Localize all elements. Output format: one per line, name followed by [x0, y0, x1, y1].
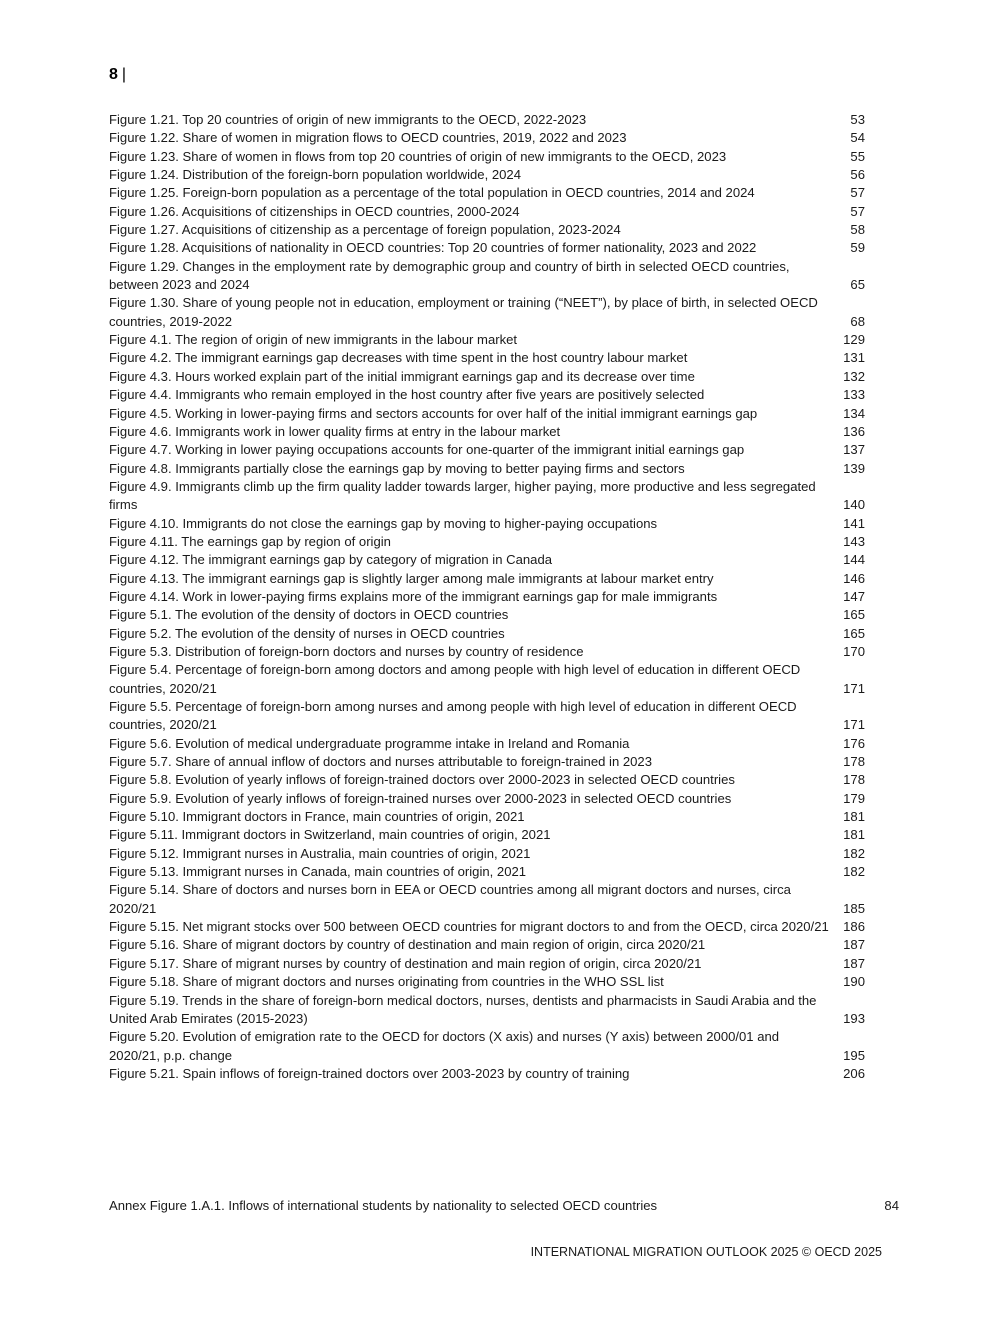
entry-page: 143	[843, 533, 865, 549]
toc-entry[interactable]	[109, 936, 865, 954]
toc-entry[interactable]	[109, 331, 865, 349]
entry-title: Figure 1.30. Share of young people not in education, employment or training (“NEET”), by place of birth, in selected OECD countries, 2019-2022	[109, 295, 818, 329]
entry-page: 195	[843, 1047, 865, 1063]
entry-title: Figure 4.11. The earnings gap by region of origin	[109, 533, 391, 549]
entry-page: 146	[843, 570, 865, 586]
entry-page: 136	[843, 423, 865, 439]
entry-title: Figure 5.6. Evolution of medical undergraduate programme intake in Ireland and Romania	[109, 735, 630, 751]
entry-page: 190	[843, 974, 865, 990]
page-footer: INTERNATIONAL MIGRATION OUTLOOK 2025 © OECD 2025	[530, 1245, 882, 1259]
entry-title: Figure 4.12. The immigrant earnings gap by category of migration in Canada	[109, 552, 553, 568]
entry-title: Figure 5.17. Share of migrant nurses by country of destination and main region of origin, circa 2020/21	[109, 955, 702, 971]
entry-page: 68	[850, 313, 865, 329]
toc-entry[interactable]	[109, 111, 865, 129]
entry-title: Figure 5.15. Net migrant stocks over 500 between OECD countries for migrant doctors to and from the OECD, circa 2020/21	[109, 919, 829, 935]
toc-entry[interactable]	[109, 606, 865, 624]
entry-page: 182	[843, 864, 865, 880]
entry-title: Figure 4.5. Working in lower-paying firms and sectors accounts for over half of the initial immigrant earnings gap	[109, 405, 758, 421]
entry-title: Figure 1.21. Top 20 countries of origin of new immigrants to the OECD, 2022-2023	[109, 112, 587, 127]
toc-entry[interactable]	[109, 570, 865, 588]
toc-entry[interactable]	[109, 753, 865, 771]
entry-title: Figure 4.14. Work in lower-paying firms explains more of the immigrant earnings gap for male immigrants	[109, 588, 718, 604]
toc-entry[interactable]	[109, 423, 865, 441]
entry-page: 181	[843, 827, 865, 843]
entry-title: Figure 1.28. Acquisitions of nationality in OECD countries: Top 20 countries of former nationality, 2023 and 2022	[109, 240, 757, 256]
entry-page: 53	[850, 112, 865, 127]
entry-title: Figure 5.18. Share of migrant doctors and nurses originating from countries in the WHO SSL list	[109, 974, 664, 990]
entry-page: 165	[843, 607, 865, 623]
toc-entry[interactable]	[109, 790, 865, 808]
page-number-separator: |	[121, 66, 127, 83]
entry-page: 54	[850, 130, 865, 146]
toc-entry[interactable]	[109, 148, 865, 166]
toc-entry[interactable]	[109, 1028, 865, 1065]
page-number-value: 8	[109, 66, 118, 83]
toc-entry[interactable]	[109, 184, 865, 202]
toc-entry[interactable]	[109, 973, 865, 991]
entry-title: Figure 4.1. The region of origin of new immigrants in the labour market	[109, 332, 518, 348]
entry-page: 137	[843, 442, 865, 458]
toc-entry[interactable]	[109, 625, 865, 643]
entry-title: Figure 1.22. Share of women in migration flows to OECD countries, 2019, 2022 and 2023	[109, 130, 627, 146]
entry-page: 131	[843, 350, 865, 366]
entry-title: Figure 5.7. Share of annual inflow of doctors and nurses attributable to foreign-trained in 2023	[109, 754, 653, 770]
entry-title: Figure 4.13. The immigrant earnings gap is slightly larger among male immigrants at labour market entry	[109, 570, 714, 586]
entry-page: 147	[843, 588, 865, 604]
entry-page: 140	[843, 497, 865, 513]
toc-entry[interactable]	[109, 643, 865, 661]
entry-page: 144	[843, 552, 865, 568]
entry-title: Figure 4.3. Hours worked explain part of the initial immigrant earnings gap and its decrease over time	[109, 368, 695, 384]
entry-page: 178	[843, 754, 865, 770]
entry-page: 165	[843, 625, 865, 641]
entry-title: Figure 5.11. Immigrant doctors in Switzerland, main countries of origin, 2021	[109, 827, 551, 843]
entry-title: Figure 4.7. Working in lower paying occupations accounts for one-quarter of the immigrant initial earnings gap	[109, 442, 745, 458]
entry-title: Annex Figure 1.A.1. Inflows of international students by nationality to selected OECD countries	[109, 1198, 658, 1213]
toc-entry[interactable]	[109, 992, 865, 1029]
entry-title: Figure 1.24. Distribution of the foreign-born population worldwide, 2024	[109, 167, 521, 183]
entry-title: Figure 5.20. Evolution of emigration rate to the OECD for doctors (X axis) and nurses (Y axis) between 2000/01 and 2020/21, p.p. change	[109, 1029, 780, 1063]
entry-title: Figure 4.10. Immigrants do not close the earnings gap by moving to higher-paying occupations	[109, 515, 658, 531]
toc-entry[interactable]	[109, 349, 865, 367]
entry-page: 65	[850, 277, 865, 293]
entry-page: 55	[850, 148, 865, 164]
entry-title: Figure 1.23. Share of women in flows from top 20 countries of origin of new immigrants to the OECD, 2023	[109, 148, 727, 164]
toc-entry[interactable]	[109, 1065, 865, 1083]
toc-entry[interactable]	[109, 955, 865, 973]
toc-entry[interactable]	[109, 845, 865, 863]
entry-title: Figure 5.9. Evolution of yearly inflows of foreign-trained nurses over 2000-2023 in selected OECD countries	[109, 790, 732, 806]
entry-page: 58	[850, 222, 865, 238]
entry-page: 187	[843, 937, 865, 953]
toc-entry[interactable]	[109, 221, 865, 239]
toc-entry[interactable]	[109, 588, 865, 606]
annex-figure-entry[interactable]	[109, 1197, 899, 1215]
entry-page: 139	[843, 460, 865, 476]
toc-entry[interactable]	[109, 698, 865, 735]
toc-entry[interactable]	[109, 808, 865, 826]
entry-title: Figure 4.6. Immigrants work in lower quality firms at entry in the labour market	[109, 423, 561, 439]
toc-entry[interactable]	[109, 239, 865, 257]
toc-entry[interactable]	[109, 881, 865, 918]
entry-page: 57	[850, 185, 865, 201]
entry-page: 186	[843, 919, 865, 935]
entry-page: 178	[843, 772, 865, 788]
entry-title: Figure 4.4. Immigrants who remain employed in the host country after five years are positively selected	[109, 387, 705, 403]
entry-title: Figure 5.10. Immigrant doctors in France, main countries of origin, 2021	[109, 809, 525, 825]
entry-title: Figure 5.8. Evolution of yearly inflows of foreign-trained doctors over 2000-2023 in selected OECD countries	[109, 772, 735, 788]
entry-page: 171	[843, 717, 865, 733]
entry-page: 134	[843, 405, 865, 421]
entry-page: 132	[843, 368, 865, 384]
entry-title: Figure 5.19. Trends in the share of foreign-born medical doctors, nurses, dentists and pharmacists in Saudi Arabia and the United Arab Emirates (2015-2023)	[109, 992, 817, 1026]
toc-entry[interactable]	[109, 203, 865, 221]
toc-entry[interactable]	[109, 478, 865, 515]
entry-page: 206	[843, 1065, 865, 1081]
toc-entry[interactable]	[109, 551, 865, 569]
entry-page: 133	[843, 387, 865, 403]
toc-entry[interactable]	[109, 661, 865, 698]
entry-page: 193	[843, 1010, 865, 1026]
entry-page: 182	[843, 845, 865, 861]
list-of-figures	[109, 111, 865, 1083]
entry-title: Figure 5.1. The evolution of the density of doctors in OECD countries	[109, 607, 509, 623]
entry-page: 57	[850, 203, 865, 219]
toc-entry[interactable]	[109, 863, 865, 881]
entry-page: 56	[850, 167, 865, 183]
entry-title: Figure 1.27. Acquisitions of citizenship as a percentage of foreign population, 2023-2024	[109, 222, 621, 238]
entry-page: 141	[843, 515, 865, 531]
entry-title: Figure 5.5. Percentage of foreign-born among nurses and among people with high level of education in different OECD countries, 2020/21	[109, 699, 797, 733]
toc-entry[interactable]	[109, 918, 865, 936]
entry-title: Figure 4.9. Immigrants climb up the firm quality ladder towards larger, higher paying, more productive and less segregated firms	[109, 478, 816, 513]
entry-page: 129	[843, 332, 865, 348]
entry-page: 179	[843, 790, 865, 806]
entry-title: Figure 1.25. Foreign-born population as a percentage of the total population in OECD countries, 2014 and 2024	[109, 185, 755, 201]
toc-entry[interactable]	[109, 441, 865, 459]
entry-page: 171	[843, 680, 865, 696]
toc-entry[interactable]	[109, 515, 865, 533]
entry-page: 187	[843, 955, 865, 971]
toc-entry[interactable]	[109, 735, 865, 753]
entry-title: Figure 1.26. Acquisitions of citizenships in OECD countries, 2000-2024	[109, 203, 520, 219]
toc-entry[interactable]	[109, 826, 865, 844]
toc-entry[interactable]	[109, 405, 865, 423]
toc-entry[interactable]	[109, 294, 865, 331]
entry-page: 84	[884, 1198, 899, 1213]
entry-title: Figure 5.4. Percentage of foreign-born among doctors and among people with high level of education in different OECD countries, 2020/21	[109, 662, 801, 696]
entry-title: Figure 5.3. Distribution of foreign-born doctors and nurses by country of residence	[109, 643, 584, 659]
entry-title: Figure 1.29. Changes in the employment rate by demographic group and country of birth in selected OECD countries, between 2023 and 2024	[109, 258, 790, 293]
toc-entry[interactable]	[109, 460, 865, 478]
entry-page: 176	[843, 735, 865, 751]
entry-title: Figure 5.12. Immigrant nurses in Australia, main countries of origin, 2021	[109, 845, 531, 861]
entry-title: Figure 5.14. Share of doctors and nurses born in EEA or OECD countries among all migrant doctors and nurses, circa 2020/21	[109, 882, 791, 916]
toc-entry[interactable]	[109, 533, 865, 551]
entry-title: Figure 4.8. Immigrants partially close the earnings gap by moving to better paying firms and sectors	[109, 460, 685, 476]
page-number	[109, 66, 126, 84]
toc-entry[interactable]	[109, 258, 865, 295]
entry-page: 170	[843, 643, 865, 659]
entry-page: 185	[843, 900, 865, 916]
toc-entry[interactable]	[109, 129, 865, 147]
entry-page: 59	[850, 240, 865, 256]
entry-page: 181	[843, 809, 865, 825]
entry-title: Figure 4.2. The immigrant earnings gap decreases with time spent in the host country labour market	[109, 350, 688, 366]
entry-title: Figure 5.21. Spain inflows of foreign-trained doctors over 2003-2023 by country of training	[109, 1065, 630, 1081]
toc-entry[interactable]	[109, 771, 865, 789]
toc-entry[interactable]	[109, 386, 865, 404]
entry-title: Figure 5.16. Share of migrant doctors by country of destination and main region of origin, circa 2020/21	[109, 937, 706, 953]
toc-entry[interactable]	[109, 368, 865, 386]
toc-entry[interactable]	[109, 166, 865, 184]
entry-title: Figure 5.2. The evolution of the density of nurses in OECD countries	[109, 625, 505, 641]
entry-title: Figure 5.13. Immigrant nurses in Canada, main countries of origin, 2021	[109, 864, 527, 880]
